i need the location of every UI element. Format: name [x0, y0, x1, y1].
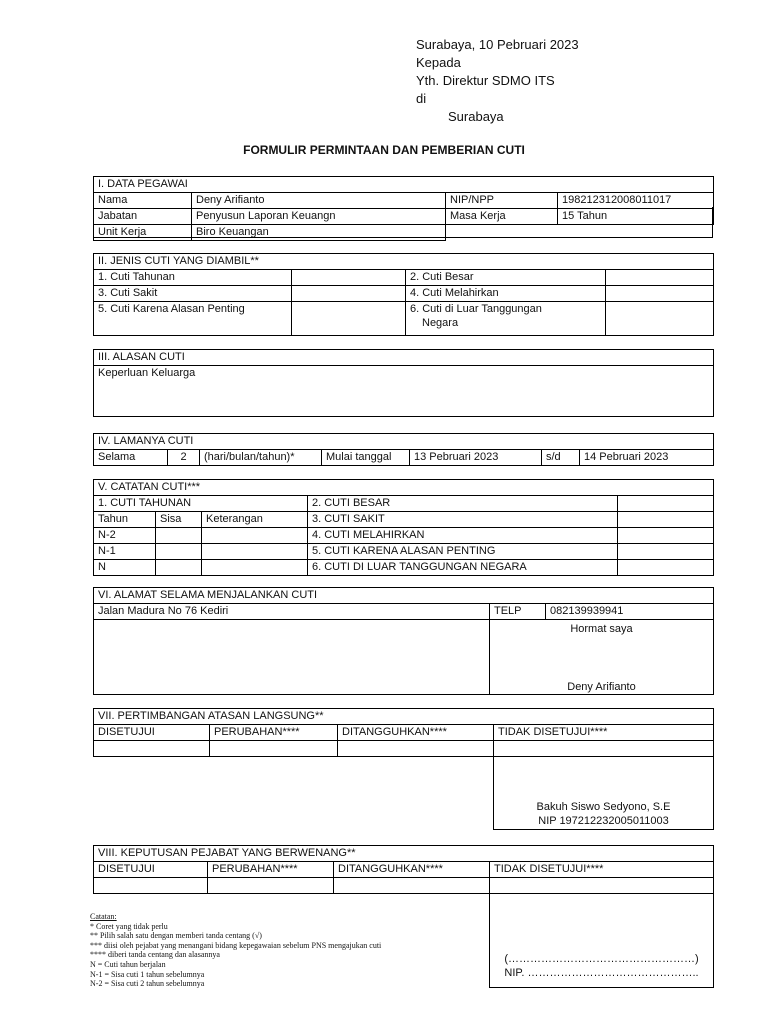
perubahan-check[interactable]: [210, 741, 338, 757]
cuti-luar-note[interactable]: [618, 560, 714, 576]
kepada: Kepada: [416, 55, 461, 70]
note-line: *** diisi oleh pejabat yang menangani bidang kepegawaian sebelum PNS mengajukan cuti: [90, 940, 382, 950]
pejabat-nama: (……………………………………………): [504, 953, 699, 965]
cuti-melahirkan-check[interactable]: [606, 286, 714, 302]
disetujui-check[interactable]: [94, 741, 210, 757]
letter-header: [416, 36, 579, 126]
recipient: Yth. Direktur SDMO ITS: [416, 73, 555, 88]
cuti-besar-row: 2. CUTI BESAR: [308, 496, 618, 512]
section-heading: VII. PERTIMBANGAN ATASAN LANGSUNG**: [94, 709, 714, 725]
perubahan-col: PERUBAHAN****: [208, 862, 334, 878]
cuti-melahirkan-row: 4. CUTI MELAHIRKAN: [308, 528, 618, 544]
cuti-penting-label: 5. Cuti Karena Alasan Penting: [94, 302, 292, 336]
section-lamanya-cuti: [93, 433, 714, 466]
atasan-signature: [494, 757, 714, 830]
tidak-disetujui-check[interactable]: [494, 741, 714, 757]
tidak-disetujui-check[interactable]: [490, 878, 714, 894]
section-catatan-cuti: [93, 479, 714, 576]
tidak-disetujui-col: TIDAK DISETUJUI****: [494, 725, 714, 741]
cuti-penting-row: 5. CUTI KARENA ALASAN PENTING: [308, 544, 618, 560]
di: di: [416, 91, 427, 106]
value-unit-kerja: Biro Keuangan: [192, 225, 446, 241]
label-nama: Nama: [94, 193, 192, 209]
alasan-text[interactable]: Keperluan Keluarga: [94, 366, 714, 417]
tidak-disetujui-col: TIDAK DISETUJUI****: [490, 862, 714, 878]
cuti-sakit-label: 3. Cuti Sakit: [94, 286, 292, 302]
section-heading: IV. LAMANYA CUTI: [94, 434, 714, 450]
alamat-value[interactable]: Jalan Madura No 76 Kediri: [94, 604, 490, 620]
disetujui-col: DISETUJUI: [94, 725, 210, 741]
label-nip: NIP/NPP: [446, 193, 558, 209]
cuti-sakit-row: 3. CUTI SAKIT: [308, 512, 618, 528]
value-masa-kerja: 15 Tahun: [558, 209, 714, 225]
perubahan-check[interactable]: [208, 878, 334, 894]
perubahan-col: PERUBAHAN****: [210, 725, 338, 741]
notes-title: Catatan:: [90, 912, 117, 921]
cuti-besar-check[interactable]: [606, 270, 714, 286]
note-line: * Coret yang tidak perlu: [90, 921, 168, 931]
note-line: N-2 = Sisa cuti 2 tahun sebelumnya: [90, 979, 205, 989]
section-alasan-cuti: [93, 349, 714, 417]
value-nama: Deny Arifianto: [192, 193, 446, 209]
section-pertimbangan: [93, 708, 714, 830]
pemohon-nama: Deny Arifianto: [567, 681, 636, 693]
cuti-luar-row: 6. CUTI DI LUAR TANGGUNGAN NEGARA: [308, 560, 618, 576]
telp-value[interactable]: 082139939941: [546, 604, 714, 620]
cuti-besar-label: 2. Cuti Besar: [406, 270, 606, 286]
section-heading: VI. ALAMAT SELAMA MENJALANKAN CUTI: [94, 588, 714, 604]
form-title: FORMULIR PERMINTAAN DAN PEMBERIAN CUTI: [243, 143, 525, 157]
satuan: (hari/bulan/tahun)*: [200, 450, 322, 466]
cuti-tahunan-label: 1. Cuti Tahunan: [94, 270, 292, 286]
telp-label: TELP: [490, 604, 546, 620]
section-heading: II. JENIS CUTI YANG DIAMBIL**: [94, 254, 714, 270]
sisa-n1[interactable]: [156, 544, 202, 560]
hormat-saya: Hormat saya: [570, 623, 633, 635]
jumlah-hari[interactable]: 2: [168, 450, 200, 466]
label-unit-kerja: Unit Kerja: [94, 225, 192, 241]
value-jabatan: Penyusun Laporan Keuangn: [192, 209, 446, 225]
tanggal-mulai[interactable]: 13 Pebruari 2023: [410, 450, 542, 466]
section-heading: VIII. KEPUTUSAN PEJABAT YANG BERWENANG**: [94, 846, 714, 862]
ditangguhkan-check[interactable]: [338, 741, 494, 757]
cuti-tahunan-check[interactable]: [292, 270, 406, 286]
cuti-penting-note[interactable]: [618, 544, 714, 560]
pejabat-nip: NIP. ………………………………………..: [504, 967, 699, 979]
section-jenis-cuti: [93, 253, 714, 336]
cuti-luar-check[interactable]: [606, 302, 714, 336]
selama-label: Selama: [94, 450, 168, 466]
sisa-n2[interactable]: [156, 528, 202, 544]
row-n: N: [94, 560, 156, 576]
pejabat-signature: [490, 894, 714, 988]
cuti-sakit-check[interactable]: [292, 286, 406, 302]
note-line: N-1 = Sisa cuti 1 tahun sebelumnya: [90, 969, 205, 979]
ditangguhkan-col: DITANGGUHKAN****: [334, 862, 490, 878]
section-heading: III. ALASAN CUTI: [94, 350, 714, 366]
cuti-melahirkan-label: 4. Cuti Melahirkan: [406, 286, 606, 302]
ditangguhkan-col: DITANGGUHKAN****: [338, 725, 494, 741]
recipient-city: Surabaya: [448, 109, 504, 124]
note-line: **** diberi tanda centang dan alasannya: [90, 950, 220, 960]
atasan-nama: Bakuh Siswo Sedyono, S.E: [536, 801, 671, 813]
col-sisa: Sisa: [156, 512, 202, 528]
ditangguhkan-check[interactable]: [334, 878, 490, 894]
disetujui-col: DISETUJUI: [94, 862, 208, 878]
note-line: ** Pilih salah satu dengan memberi tanda centang (√): [90, 931, 262, 941]
disetujui-check[interactable]: [94, 878, 208, 894]
cuti-besar-note[interactable]: [618, 496, 714, 512]
cuti-sakit-note[interactable]: [618, 512, 714, 528]
ket-n[interactable]: [202, 560, 308, 576]
tanggal-akhir[interactable]: 14 Pebruari 2023: [580, 450, 714, 466]
cuti-tahunan-heading: 1. CUTI TAHUNAN: [94, 496, 308, 512]
note-line: N = Cuti tahun berjalan: [90, 959, 166, 969]
ket-n1[interactable]: [202, 544, 308, 560]
col-tahun: Tahun: [94, 512, 156, 528]
col-keterangan: Keterangan: [202, 512, 308, 528]
signature-block: [490, 620, 714, 695]
ket-n2[interactable]: [202, 528, 308, 544]
value-nip: 198212312008011017: [558, 193, 714, 209]
notes-block: [90, 912, 450, 989]
section-heading: I. DATA PEGAWAI: [94, 177, 714, 193]
mulai-label: Mulai tanggal: [322, 450, 410, 466]
section-data-pegawai: [93, 176, 714, 241]
cuti-penting-check[interactable]: [292, 302, 406, 336]
atasan-nip: NIP 197212232005011003: [538, 815, 669, 827]
sisa-n[interactable]: [156, 560, 202, 576]
section-heading: V. CATATAN CUTI***: [94, 480, 714, 496]
label-masa-kerja: Masa Kerja: [446, 209, 558, 225]
cuti-melahirkan-note[interactable]: [618, 528, 714, 544]
sd-label: s/d: [542, 450, 580, 466]
row-n1: N-1: [94, 544, 156, 560]
row-n2: N-2: [94, 528, 156, 544]
label-jabatan: Jabatan: [94, 209, 192, 225]
cuti-luar-label: 6. Cuti di Luar Tanggungan Negara: [406, 302, 606, 336]
section-alamat: [93, 587, 714, 695]
place-date: Surabaya, 10 Pebruari 2023: [416, 37, 579, 52]
